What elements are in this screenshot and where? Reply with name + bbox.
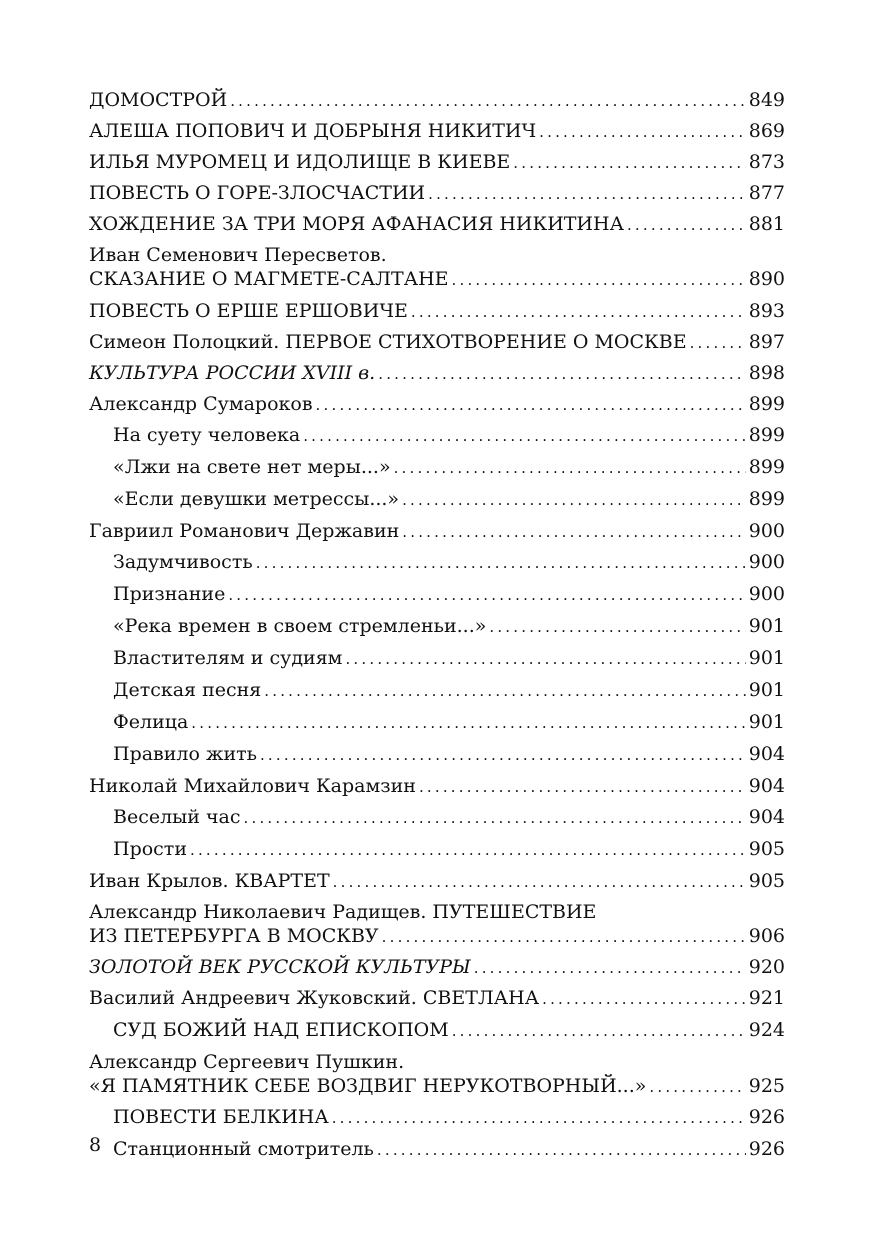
toc-entry-title: «Река времен в своем стремленьи...» [113,615,487,638]
toc-entry-title: ДОМОСТРОЙ [89,89,228,111]
toc-entry[interactable] [89,900,785,949]
toc-entry-title: АЛЕША ПОПОВИЧ И ДОБРЫНЯ НИКИТИЧ [89,120,537,143]
toc-entry-title: СУД БОЖИЙ НАД ЕПИСКОПОМ [113,1018,449,1041]
toc-entry-title: КУЛЬТУРА РОССИИ XVIII в. [89,361,376,384]
toc-entry-line [113,805,785,830]
toc-entry-line [89,774,785,799]
toc-entry-title: Прости [113,838,187,861]
toc-entry-page: 901 [748,615,785,638]
toc-entry[interactable] [89,646,785,671]
toc-entry-line [89,1074,785,1099]
toc-entry-line [113,1137,785,1162]
toc-entry-page: 921 [748,987,785,1010]
dot-leader [452,268,746,292]
toc-entry[interactable] [89,955,785,980]
toc-entry-title: СКАЗАНИЕ О МАГМЕТЕ-САЛТАНЕ [89,268,449,291]
dot-leader [191,711,745,735]
toc-entry[interactable] [89,582,785,607]
toc-entry-line [89,519,785,544]
toc-entry-line [113,582,785,607]
toc-entry-line [113,742,785,767]
toc-entry-line [113,455,785,480]
toc-entry[interactable] [89,330,785,355]
toc-entry-page: 897 [748,330,785,353]
dot-leader [474,956,746,980]
toc-entry-page: 926 [748,1137,785,1160]
dot-leader [539,120,746,144]
toc-entry[interactable] [89,88,785,113]
toc-entry-title: Фелица [113,711,189,734]
toc-entry-title: Правило жить [113,743,257,766]
toc-entry-title: Веселый час [113,806,241,829]
dot-leader [419,775,746,799]
toc-entry[interactable] [89,678,785,703]
toc-entry-title: На суету человека [113,423,301,446]
toc-entry-line [113,710,785,735]
toc-entry-page: 898 [748,361,785,384]
toc-entry-page: 926 [748,1105,785,1128]
toc-entry-title: «Если девушки метрессы...» [113,487,400,510]
toc-entry-page: 904 [748,806,785,829]
toc-entry[interactable] [89,392,785,417]
dot-leader [345,647,745,671]
toc-entry-title: «Я ПАМЯТНИК СЕБЕ ВОЗДВИГ НЕРУКОТВОРНЫЙ...» [89,1074,647,1097]
toc-entry-line [89,986,785,1011]
toc-entry-line [89,181,785,206]
dot-leader [260,743,746,767]
toc-entry[interactable] [89,119,785,144]
toc-entry-author: Иван Семенович Пересветов. [89,244,387,267]
dot-leader [332,1106,746,1130]
toc-entry-page: 904 [748,775,785,798]
dot-leader [402,488,746,512]
toc-entry[interactable] [89,837,785,862]
dot-leader [690,331,746,355]
dot-leader [411,300,746,324]
toc-entry[interactable] [89,455,785,480]
toc-entry-page: 900 [748,583,785,606]
toc-entry[interactable] [89,361,785,386]
toc-entry-page: 905 [748,870,785,893]
toc-entry-title: Василий Андреевич Жуковский. СВЕТЛАНА [89,987,540,1010]
toc-entry-page: 901 [748,711,785,734]
toc-entry[interactable] [89,1050,785,1099]
toc-entry-page: 925 [748,1074,785,1097]
toc-entry[interactable] [89,487,785,512]
toc-entry-line [89,361,785,386]
toc-entry-line [113,423,785,448]
toc-entry-line [113,1018,785,1043]
table-of-contents [89,88,785,1169]
toc-entry-title: ЗОЛОТОЙ ВЕК РУССКОЙ КУЛЬТУРЫ [89,956,471,979]
toc-entry-page: 900 [748,551,785,574]
dot-leader [230,89,746,113]
toc-entry-line [113,837,785,862]
toc-entry-page: 873 [748,151,785,174]
toc-entry[interactable] [89,869,785,894]
toc-entry[interactable] [89,212,785,237]
toc-entry-title: Симеон Полоцкий. ПЕРВОЕ СТИХОТВОРЕНИЕ О МОСКВЕ [89,330,687,353]
toc-entry-page: 881 [748,213,785,236]
toc-entry-line [89,212,785,237]
dot-leader [428,182,746,206]
toc-entry-page: 904 [748,743,785,766]
dot-leader [244,806,746,830]
toc-entry-page: 905 [748,838,785,861]
toc-entry[interactable] [89,805,785,830]
toc-entry[interactable] [89,299,785,324]
dot-leader [377,1138,746,1162]
toc-entry-line [89,924,785,949]
toc-entry[interactable] [89,243,785,292]
toc-entry-line [113,487,785,512]
dot-leader [649,1075,745,1099]
toc-entry-line [89,267,785,292]
toc-entry-title: Властителям и судиям [113,647,343,670]
toc-entry-title: ПОВЕСТИ БЕЛКИНА [113,1105,329,1128]
toc-entry[interactable] [89,742,785,767]
toc-entry-page: 869 [748,120,785,143]
toc-entry-title: Задумчивость [113,551,253,574]
dot-leader [627,213,746,237]
toc-entry-line [113,614,785,639]
toc-entry-title: Николай Михайлович Карамзин [89,775,416,798]
toc-entry-line [113,550,785,575]
toc-entry[interactable] [89,614,785,639]
toc-entry-author: Александр Николаевич Радищев. ПУТЕШЕСТВИЕ [89,901,597,924]
toc-entry-line [89,299,785,324]
toc-entry-line [89,869,785,894]
toc-entry-title: ИЛЬЯ МУРОМЕЦ И ИДОЛИЩЕ В КИЕВЕ [89,151,511,174]
dot-leader [489,615,745,639]
dot-leader [303,424,746,448]
toc-entry-title: Детская песня [113,679,262,702]
dot-leader [452,1019,746,1043]
toc-entry-page: 899 [748,392,785,415]
toc-entry[interactable] [89,423,785,448]
toc-entry-title: «Лжи на свете нет меры...» [113,455,391,478]
toc-entry-title: ХОЖДЕНИЕ ЗА ТРИ МОРЯ АФАНАСИЯ НИКИТИНА [89,213,624,236]
toc-entry-page: 893 [748,299,785,322]
toc-entry-title: ПОВЕСТЬ О ГОРЕ-ЗЛОСЧАСТИИ [89,182,426,205]
toc-entry-line [89,330,785,355]
page-number: 8 [89,1134,102,1156]
dot-leader [333,870,746,894]
toc-entry-line [89,392,785,417]
toc-entry-page: 899 [748,487,785,510]
toc-entry-page: 901 [748,679,785,702]
toc-entry-line [89,955,785,980]
toc-entry-title: Станционный смотритель [113,1137,374,1160]
dot-leader [382,925,746,949]
toc-entry[interactable] [89,550,785,575]
toc-entry-title: Признание [113,583,226,606]
toc-entry[interactable] [89,1018,785,1043]
dot-leader [394,456,746,480]
toc-entry[interactable] [89,181,785,206]
toc-entry-title: ИЗ ПЕТЕРБУРГА В МОСКВУ [89,925,379,948]
toc-entry-title: Гавриил Романович Державин [89,519,400,542]
toc-entry-page: 924 [748,1018,785,1041]
toc-entry[interactable] [89,710,785,735]
toc-entry-page: 899 [748,455,785,478]
toc-entry-page: 890 [748,268,785,291]
dot-leader [402,520,745,544]
dot-leader [228,583,745,607]
toc-entry[interactable] [89,986,785,1011]
toc-entry-line [113,1105,785,1130]
toc-entry-title: Александр Сумароков [89,392,313,415]
dot-leader [256,551,746,575]
toc-entry-author: Александр Сергеевич Пушкин. [89,1050,405,1073]
toc-entry-line [113,678,785,703]
toc-entry-line [89,150,785,175]
dot-leader [542,987,746,1011]
toc-entry[interactable] [89,774,785,799]
toc-entry-page: 849 [748,89,785,111]
toc-entry-page: 906 [748,925,785,948]
dot-leader [378,362,746,386]
dot-leader [264,679,745,703]
toc-entry-line [89,88,785,113]
dot-leader [513,151,745,175]
dot-leader [190,838,746,862]
toc-entry-title: Иван Крылов. КВАРТЕТ [89,870,330,893]
toc-entry[interactable] [89,519,785,544]
toc-entry[interactable] [89,1137,785,1162]
toc-entry-page: 920 [748,956,785,979]
toc-entry-line [89,119,785,144]
toc-entry-page: 901 [748,647,785,670]
toc-entry-page: 899 [748,423,785,446]
toc-entry-page: 877 [748,182,785,205]
toc-entry[interactable] [89,1105,785,1130]
toc-entry-line [113,646,785,671]
dot-leader [316,393,746,417]
toc-entry-title: ПОВЕСТЬ О ЕРШЕ ЕРШОВИЧЕ [89,299,408,322]
toc-entry-page: 900 [748,519,785,542]
toc-entry[interactable] [89,150,785,175]
